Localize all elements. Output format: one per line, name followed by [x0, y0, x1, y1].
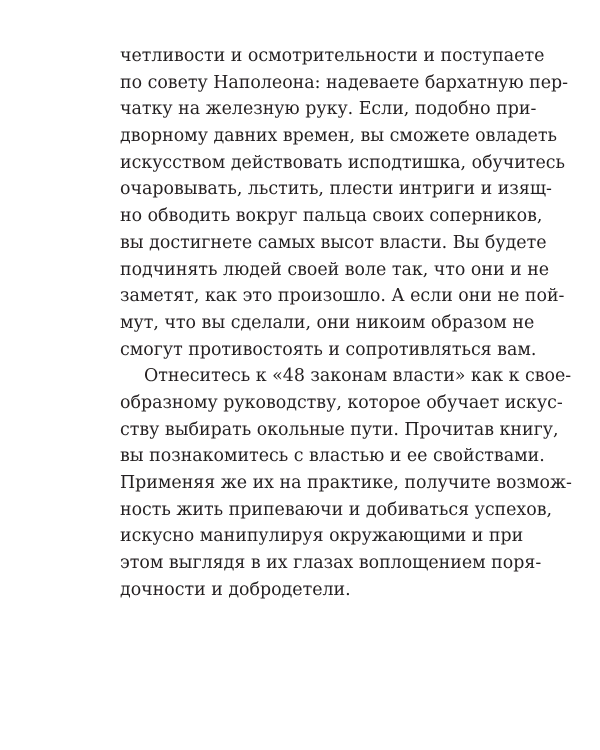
text-line: по совету Наполеона: надеваете бархатную пер- [120, 72, 569, 93]
body-text [120, 43, 572, 603]
text-line: четливости и осмотрительности и поступаете [120, 46, 545, 66]
text-line: этом выглядя в их глазах воплощением поря- [120, 553, 542, 574]
text-line: но обводить вокруг пальца своих соперников, [120, 206, 543, 227]
text-line: образному руководству, которое обучает искус- [120, 392, 563, 413]
text-line: ность жить припеваючи и добиваться успехов, [120, 499, 553, 520]
text-line: смогут противостоять и сопротивляться вам. [120, 339, 537, 360]
text-line: подчинять людей своей воле так, что они и не [120, 259, 550, 280]
text-line: ству выбирать окольные пути. Прочитав книгу, [120, 419, 559, 440]
paragraph [120, 363, 572, 603]
text-line: заметят, как это произошло. А если они не пой- [120, 286, 565, 307]
paragraph [120, 43, 569, 363]
text-line: искусством действовать исподтишка, обучитесь [120, 152, 565, 173]
text-line: вы достигнете самых высот власти. Вы будете [120, 232, 547, 253]
text-line: мут, что вы сделали, они никоим образом не [120, 312, 535, 333]
text-line: очаровывать, льстить, плести интриги и изящ- [120, 179, 552, 200]
text-line: Применяя же их на практике, получите возмож- [120, 473, 572, 493]
text-line: дворному давних времен, вы сможете овладеть [120, 126, 557, 147]
text-line: дочности и добродетели. [120, 579, 351, 600]
text-line: Отнеситесь к «48 законам власти» как к свое- [144, 366, 572, 387]
text-line: чатку на железную руку. Если, подобно при- [120, 99, 537, 120]
text-line: вы познакомитесь с властью и ее свойствами. [120, 446, 545, 467]
text-line: искусно манипулируя окружающими и при [120, 526, 524, 547]
